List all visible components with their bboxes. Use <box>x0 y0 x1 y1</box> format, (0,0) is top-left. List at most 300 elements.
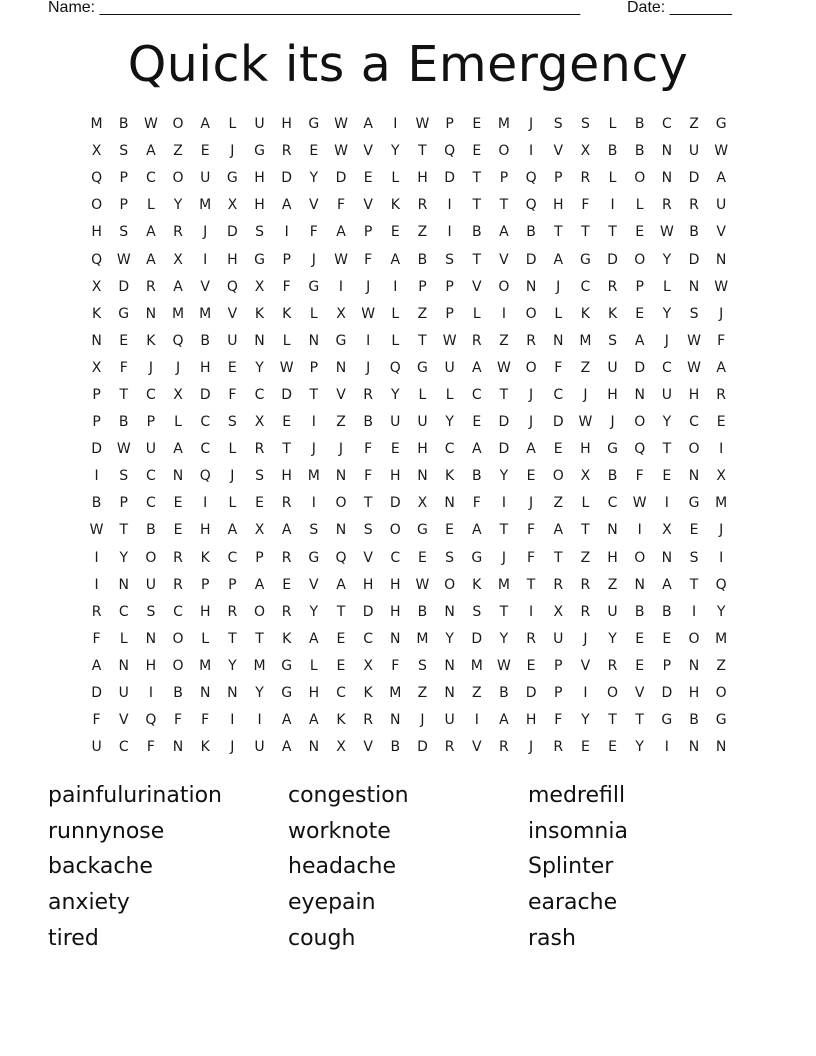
grid-letter: Y <box>662 251 672 268</box>
grid-letter: C <box>227 549 238 566</box>
grid-letter: N <box>145 305 157 322</box>
grid-letter: N <box>199 685 211 702</box>
grid-letter: V <box>309 576 319 593</box>
grid-letter: M <box>715 630 728 647</box>
grid-letter: F <box>92 712 101 729</box>
grid-letter: X <box>336 739 346 756</box>
grid-letter: U <box>390 414 401 431</box>
grid-letter: Y <box>309 170 319 187</box>
grid-letter: E <box>227 359 237 376</box>
grid-letter: I <box>203 495 208 512</box>
grid-letter: G <box>254 251 265 268</box>
grid-letter: L <box>391 170 400 187</box>
grid-letter: A <box>499 712 509 729</box>
grid-letter: I <box>610 197 615 214</box>
grid-letter: F <box>635 468 644 485</box>
grid-letter: V <box>471 278 482 295</box>
grid-letter: Z <box>417 685 428 702</box>
grid-letter: F <box>717 332 726 349</box>
grid-letter: H <box>91 224 102 241</box>
grid-letter: N <box>661 170 673 187</box>
grid-letter: C <box>661 116 672 133</box>
grid-letter: W <box>415 116 430 133</box>
word-bank-item: insomnia <box>528 818 628 844</box>
grid-row <box>83 246 735 273</box>
grid-letter: I <box>94 468 99 485</box>
grid-letter: V <box>200 278 210 295</box>
grid-letter: R <box>716 386 727 403</box>
grid-letter: F <box>364 468 373 485</box>
grid-letter: Y <box>445 630 454 647</box>
grid-letter: P <box>200 576 210 593</box>
grid-letter: V <box>634 685 645 702</box>
grid-letter: Q <box>525 170 537 187</box>
grid-row <box>83 545 735 572</box>
grid-letter: C <box>146 495 156 512</box>
grid-letter: A <box>227 522 238 539</box>
grid-letter: W <box>334 116 348 133</box>
grid-letter: H <box>199 359 211 376</box>
grid-letter: E <box>445 522 455 539</box>
grid-letter: D <box>634 359 646 376</box>
grid-letter: B <box>689 224 699 241</box>
grid-letter: D <box>226 224 238 241</box>
word-bank-item: congestion <box>288 783 409 808</box>
word-bank-item: backache <box>48 854 153 880</box>
grid-letter: P <box>445 278 454 295</box>
grid-letter: T <box>336 603 346 620</box>
grid-letter: J <box>529 116 534 133</box>
grid-letter: Z <box>417 305 428 322</box>
grid-letter: X <box>173 386 183 403</box>
grid-letter: T <box>526 576 536 593</box>
grid-letter: L <box>146 197 155 214</box>
grid-letter: F <box>364 251 373 268</box>
grid-letter: T <box>662 441 672 458</box>
grid-letter: M <box>389 685 402 702</box>
grid-letter: M <box>416 630 429 647</box>
grid-letter: Z <box>689 116 699 133</box>
grid-letter: Q <box>226 278 238 295</box>
grid-letter: S <box>445 251 455 268</box>
grid-letter: A <box>146 224 156 241</box>
grid-letter: P <box>418 278 427 295</box>
grid-letter: D <box>688 170 700 187</box>
grid-row <box>83 626 735 653</box>
grid-row <box>83 382 735 409</box>
grid-letter: T <box>553 224 563 241</box>
grid-letter: D <box>281 170 293 187</box>
grid-letter: N <box>688 278 700 295</box>
word-bank-item: worknote <box>288 818 391 844</box>
grid-letter: D <box>362 603 374 620</box>
grid-letter: A <box>662 576 672 593</box>
grid-letter: W <box>687 332 701 349</box>
grid-letter: E <box>526 468 536 485</box>
grid-letter: W <box>361 305 376 322</box>
grid-letter: N <box>335 522 347 539</box>
grid-letter: T <box>418 143 427 160</box>
grid-letter: A <box>173 278 183 295</box>
grid-letter: B <box>662 603 672 620</box>
grid-letter: N <box>634 576 645 593</box>
grid-letter: T <box>418 332 427 349</box>
grid-letter: A <box>499 224 509 241</box>
grid-letter: T <box>581 522 590 539</box>
grid-letter: J <box>311 251 316 268</box>
grid-letter: K <box>445 468 455 485</box>
grid-letter: A <box>526 441 536 458</box>
grid-letter: H <box>390 468 401 485</box>
grid-row <box>83 517 735 544</box>
grid-letter: H <box>362 576 374 593</box>
grid-letter: E <box>282 414 292 431</box>
grid-letter: A <box>146 251 156 268</box>
grid-letter: T <box>499 522 509 539</box>
grid-letter: N <box>335 468 347 485</box>
grid-letter: M <box>497 576 510 593</box>
grid-letter: I <box>719 549 724 566</box>
grid-letter: O <box>172 116 184 133</box>
grid-letter: N <box>444 685 455 702</box>
grid-letter: C <box>336 685 346 702</box>
grid-letter: T <box>581 224 590 241</box>
grid-letter: G <box>281 685 293 702</box>
grid-letter: T <box>608 712 617 729</box>
grid-letter: B <box>471 224 482 241</box>
grid-letter: X <box>580 468 591 485</box>
grid-letter: N <box>145 630 157 647</box>
grid-letter: H <box>254 197 265 214</box>
grid-letter: N <box>661 143 673 160</box>
grid-letter: E <box>635 224 645 241</box>
grid-letter: K <box>607 305 618 322</box>
grid-letter: I <box>637 522 642 539</box>
grid-letter: S <box>608 332 617 349</box>
grid-letter: Y <box>391 386 400 403</box>
grid-row <box>83 328 735 355</box>
grid-letter: R <box>553 576 564 593</box>
grid-letter: R <box>281 549 292 566</box>
letter-grid <box>83 111 735 761</box>
grid-letter: A <box>471 522 482 539</box>
grid-letter: Z <box>553 495 564 512</box>
grid-letter: U <box>553 630 564 647</box>
grid-letter: P <box>92 386 101 403</box>
grid-letter: J <box>529 739 534 756</box>
date-field: Date: _______ <box>627 0 732 16</box>
grid-letter: R <box>580 576 591 593</box>
grid-letter: C <box>580 278 591 295</box>
grid-letter: L <box>309 657 318 674</box>
grid-letter: F <box>391 657 400 674</box>
grid-letter: S <box>363 522 373 539</box>
grid-letter: E <box>173 522 183 539</box>
grid-row <box>83 599 735 626</box>
grid-letter: V <box>363 739 373 756</box>
grid-letter: N <box>688 657 700 674</box>
grid-letter: Z <box>173 143 183 160</box>
grid-letter: Y <box>255 359 264 376</box>
grid-letter: F <box>554 712 563 729</box>
grid-letter: I <box>366 332 371 349</box>
grid-letter: G <box>661 712 673 729</box>
name-field: Name: ______________________________________________________ <box>48 0 581 16</box>
grid-letter: J <box>311 441 316 458</box>
grid-letter: R <box>526 630 536 647</box>
grid-letter: N <box>118 576 129 593</box>
header <box>48 0 748 20</box>
grid-letter: C <box>146 468 156 485</box>
grid-letter: G <box>281 657 293 674</box>
grid-row <box>83 436 735 463</box>
grid-letter: F <box>174 712 183 729</box>
grid-letter: W <box>497 657 511 674</box>
grid-letter: V <box>553 143 564 160</box>
grid-letter: G <box>308 278 320 295</box>
grid-letter: Y <box>499 630 509 647</box>
grid-letter: L <box>472 305 481 322</box>
grid-letter: T <box>119 522 129 539</box>
grid-letter: Q <box>389 359 401 376</box>
grid-letter: G <box>471 549 483 566</box>
grid-letter: G <box>308 549 320 566</box>
grid-letter: Z <box>580 359 591 376</box>
grid-letter: A <box>281 522 292 539</box>
grid-letter: S <box>309 522 319 539</box>
grid-letter: K <box>254 305 265 322</box>
grid-letter: I <box>257 712 262 729</box>
grid-letter: P <box>554 685 563 702</box>
grid-letter: E <box>418 549 427 566</box>
grid-letter: U <box>661 386 672 403</box>
grid-letter: S <box>689 305 699 322</box>
grid-letter: D <box>552 414 564 431</box>
grid-letter: O <box>525 305 537 322</box>
grid-letter: W <box>143 116 158 133</box>
grid-letter: Y <box>255 685 264 702</box>
grid-letter: X <box>553 603 564 620</box>
grid-letter: I <box>393 278 398 295</box>
grid-letter: L <box>662 278 671 295</box>
grid-letter: Y <box>499 468 509 485</box>
grid-letter: C <box>661 359 672 376</box>
grid-row <box>83 355 735 382</box>
grid-letter: J <box>583 386 588 403</box>
grid-letter: F <box>527 549 536 566</box>
grid-letter: J <box>338 441 344 458</box>
grid-letter: D <box>525 251 537 268</box>
grid-letter: I <box>474 712 479 729</box>
grid-letter: V <box>363 197 373 214</box>
grid-letter: H <box>688 386 700 403</box>
grid-letter: U <box>254 739 265 756</box>
grid-row <box>83 274 735 301</box>
grid-row <box>83 680 735 707</box>
word-bank-item: anxiety <box>48 890 130 916</box>
grid-letter: C <box>471 386 482 403</box>
grid-letter: J <box>719 305 724 322</box>
grid-letter: N <box>254 332 265 349</box>
grid-letter: B <box>200 332 210 349</box>
grid-letter: R <box>689 197 699 214</box>
word-bank-item: medrefill <box>528 783 626 808</box>
grid-letter: A <box>281 197 292 214</box>
grid-letter: K <box>282 630 292 647</box>
grid-letter: A <box>200 116 210 133</box>
grid-letter: R <box>281 603 292 620</box>
grid-letter: A <box>309 630 319 647</box>
word-bank-item: painfulurination <box>48 783 222 808</box>
grid-letter: C <box>118 603 129 620</box>
word-bank-item: rash <box>528 925 576 951</box>
grid-letter: L <box>119 630 128 647</box>
grid-letter: N <box>91 332 102 349</box>
grid-letter: W <box>714 143 729 160</box>
grid-letter: J <box>230 143 235 160</box>
grid-letter: J <box>583 630 588 647</box>
grid-letter: A <box>91 657 102 674</box>
grid-letter: D <box>498 414 510 431</box>
grid-letter: Q <box>91 170 103 187</box>
grid-letter: D <box>91 441 102 458</box>
grid-letter: B <box>118 414 129 431</box>
grid-letter: O <box>145 549 157 566</box>
grid-letter: T <box>472 170 482 187</box>
grid-letter: U <box>417 414 428 431</box>
grid-letter: L <box>608 170 617 187</box>
grid-row <box>83 219 735 246</box>
word-bank-item: earache <box>528 890 618 916</box>
grid-letter: T <box>255 630 264 647</box>
grid-letter: B <box>607 143 618 160</box>
grid-letter: V <box>580 657 591 674</box>
grid-letter: N <box>444 495 455 512</box>
grid-letter: I <box>691 603 697 620</box>
grid-letter: L <box>174 414 182 431</box>
grid-letter: R <box>580 603 591 620</box>
grid-letter: E <box>635 657 645 674</box>
grid-letter: U <box>444 359 455 376</box>
grid-letter: E <box>336 630 346 647</box>
grid-letter: P <box>282 251 291 268</box>
grid-letter: A <box>336 576 346 593</box>
grid-letter: H <box>199 603 211 620</box>
grid-letter: M <box>470 657 483 674</box>
grid-letter: F <box>119 359 128 376</box>
grid-letter: K <box>390 197 400 214</box>
grid-letter: T <box>309 386 319 403</box>
grid-letter: A <box>281 739 292 756</box>
grid-letter: W <box>497 359 511 376</box>
grid-letter: F <box>309 224 318 241</box>
grid-letter: B <box>417 603 428 620</box>
grid-letter: E <box>472 414 482 431</box>
grid-letter: N <box>172 468 184 485</box>
grid-letter: W <box>659 224 674 241</box>
grid-letter: F <box>581 197 590 214</box>
grid-letter: U <box>91 739 102 756</box>
grid-letter: E <box>553 441 563 458</box>
grid-letter: D <box>444 170 455 187</box>
grid-letter: H <box>308 685 320 702</box>
grid-letter: M <box>90 116 103 133</box>
grid-letter: S <box>472 603 482 620</box>
grid-letter: A <box>634 332 645 349</box>
grid-letter: N <box>688 739 700 756</box>
grid-letter: Y <box>119 549 129 566</box>
grid-letter: N <box>634 386 645 403</box>
grid-letter: W <box>687 359 701 376</box>
grid-letter: N <box>335 359 347 376</box>
grid-letter: X <box>173 251 183 268</box>
grid-letter: F <box>228 386 237 403</box>
grid-letter: L <box>635 197 644 214</box>
grid-letter: C <box>118 739 129 756</box>
grid-letter: V <box>499 251 509 268</box>
grid-letter: E <box>200 143 210 160</box>
grid-letter: T <box>553 549 563 566</box>
grid-letter: E <box>309 143 319 160</box>
grid-letter: B <box>499 685 509 702</box>
grid-letter: P <box>119 170 128 187</box>
grid-letter: M <box>497 116 510 133</box>
grid-row <box>83 463 735 490</box>
grid-letter: M <box>715 495 728 512</box>
grid-letter: U <box>145 441 157 458</box>
grid-letter: X <box>336 305 346 322</box>
grid-letter: R <box>471 332 482 349</box>
grid-letter: R <box>417 197 428 214</box>
grid-letter: Y <box>581 712 590 729</box>
grid-letter: Y <box>173 197 183 214</box>
grid-letter: O <box>91 197 103 214</box>
grid-letter: J <box>501 549 506 566</box>
grid-letter: Y <box>608 630 617 647</box>
grid-letter: I <box>230 712 235 729</box>
grid-letter: A <box>254 576 265 593</box>
grid-letter: Q <box>91 251 103 268</box>
grid-letter: H <box>607 549 618 566</box>
grid-letter: O <box>254 603 266 620</box>
grid-letter: D <box>688 251 700 268</box>
grid-letter: Y <box>309 603 319 620</box>
grid-letter: N <box>390 712 401 729</box>
grid-letter: D <box>118 278 130 295</box>
grid-letter: D <box>281 386 293 403</box>
grid-letter: K <box>200 739 210 756</box>
grid-letter: F <box>336 197 346 214</box>
grid-letter: R <box>363 712 373 729</box>
grid-letter: G <box>335 332 347 349</box>
grid-letter: I <box>447 224 452 241</box>
grid-row <box>83 192 735 219</box>
grid-letter: B <box>471 468 482 485</box>
grid-letter: A <box>363 116 373 133</box>
grid-letter: E <box>282 576 292 593</box>
grid-letter: G <box>118 305 130 322</box>
grid-letter: L <box>608 116 617 133</box>
grid-letter: C <box>173 603 183 620</box>
grid-letter: Y <box>391 143 400 160</box>
grid-letter: V <box>336 386 346 403</box>
grid-letter: S <box>255 224 264 241</box>
grid-letter: P <box>146 414 156 431</box>
grid-letter: Z <box>499 332 509 349</box>
grid-letter: J <box>719 522 724 539</box>
grid-letter: X <box>716 468 726 485</box>
grid-letter: T <box>472 251 482 268</box>
